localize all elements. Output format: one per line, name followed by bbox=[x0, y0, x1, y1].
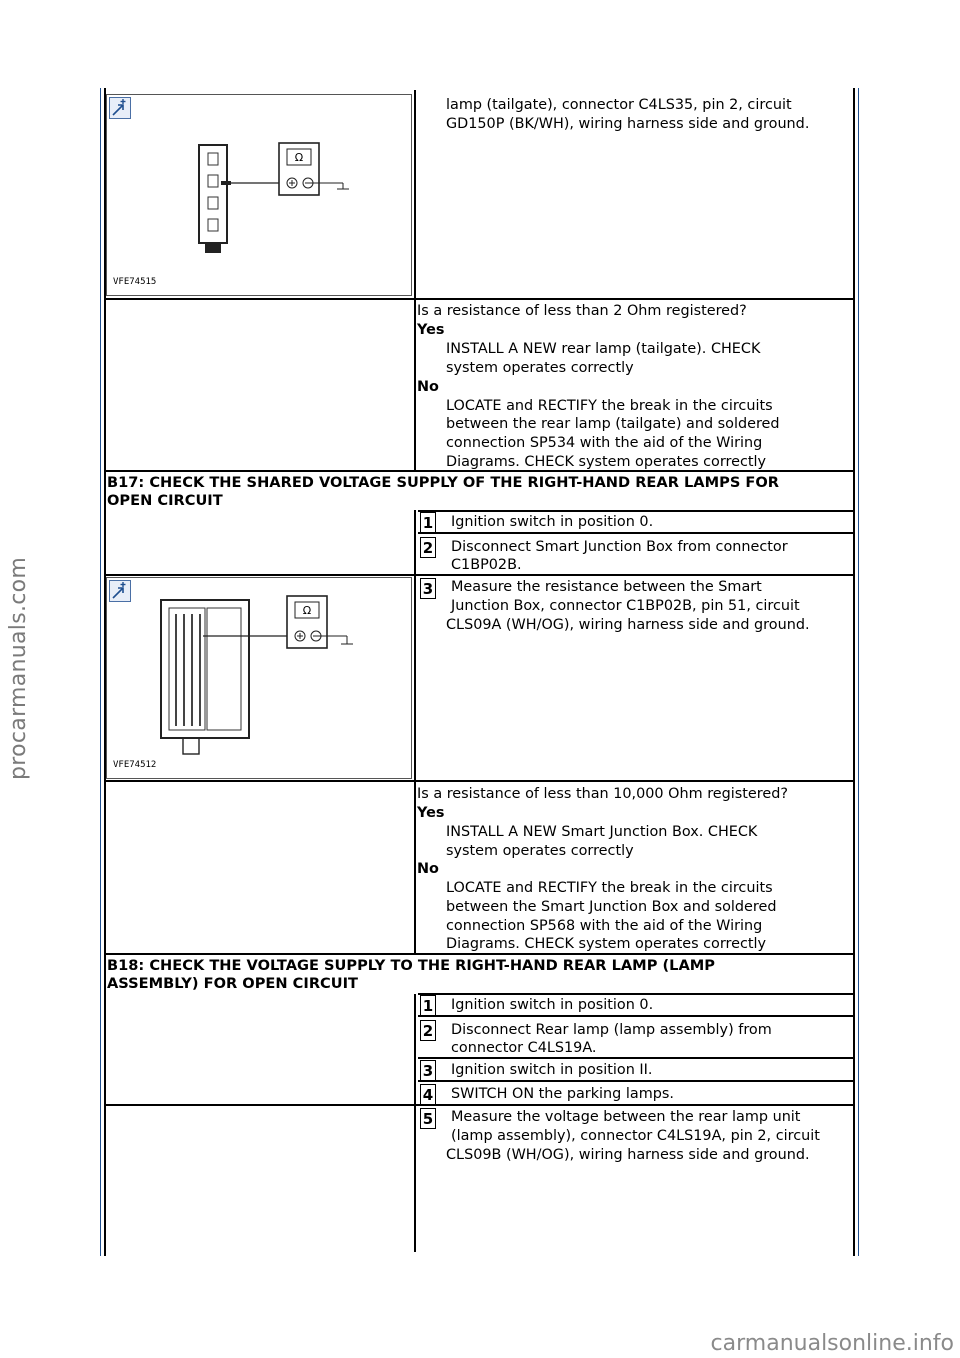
step-text: SWITCH ON the parking lamps. bbox=[451, 1086, 674, 1102]
side-watermark: procarmanuals.com bbox=[6, 556, 31, 780]
answer-line: connection SP568 with the aid of the Wiring bbox=[446, 918, 763, 934]
step-text: Ignition switch in position 0. bbox=[451, 997, 654, 1013]
figure-vfe74515 bbox=[106, 94, 412, 296]
step-number: 3 bbox=[420, 1060, 436, 1081]
figure-vfe74512 bbox=[106, 577, 412, 779]
section-heading-b17-cont: OPEN CIRCUIT bbox=[107, 492, 223, 509]
frame-right-outer bbox=[858, 88, 859, 1256]
answer-line: Diagrams. CHECK system operates correctly bbox=[446, 454, 767, 470]
step-text: Disconnect Rear lamp (lamp assembly) from bbox=[451, 1022, 772, 1038]
figure-code: VFE74512 bbox=[113, 760, 157, 770]
step-text: C1BP02B. bbox=[451, 557, 522, 573]
answer-line: between the rear lamp (tailgate) and soldered bbox=[446, 416, 780, 432]
step-number: 4 bbox=[420, 1084, 436, 1105]
step-text: CLS09A (WH/OG), wiring harness side and ground. bbox=[446, 617, 810, 633]
section-heading-b18: B18: CHECK THE VOLTAGE SUPPLY TO THE RIGHT-HAND REAR LAMP (LAMP bbox=[107, 957, 715, 974]
meter-ohm-symbol: Ω bbox=[302, 604, 312, 617]
step-number: 5 bbox=[420, 1108, 436, 1129]
column-divider bbox=[414, 994, 416, 1252]
section-heading-b17: B17: CHECK THE SHARED VOLTAGE SUPPLY OF THE RIGHT-HAND REAR LAMPS FOR bbox=[107, 474, 780, 491]
step-text: CLS09B (WH/OG), wiring harness side and ground. bbox=[446, 1147, 810, 1163]
step-number: 2 bbox=[420, 537, 436, 558]
answer-line: Diagrams. CHECK system operates correctly bbox=[446, 936, 767, 952]
answer-line: INSTALL A NEW Smart Junction Box. CHECK bbox=[446, 824, 758, 840]
meter-ohm-symbol: Ω bbox=[294, 151, 304, 164]
step-text: Measure the voltage between the rear lamp unit bbox=[451, 1109, 801, 1125]
answer-line: connection SP534 with the aid of the Wiring bbox=[446, 435, 763, 451]
no-label: No bbox=[417, 861, 439, 877]
junction-box-meter-diagram bbox=[107, 578, 413, 780]
answer-line: system operates correctly bbox=[446, 360, 634, 376]
frame-right-inner bbox=[853, 88, 855, 1256]
step-text: Ignition switch in position 0. bbox=[451, 514, 654, 530]
row-separator bbox=[104, 1104, 855, 1106]
step-number: 2 bbox=[420, 1020, 436, 1041]
section-heading-b18-cont: ASSEMBLY) FOR OPEN CIRCUIT bbox=[107, 975, 358, 992]
frame-left-outer bbox=[100, 88, 101, 1256]
question-text: Is a resistance of less than 10,000 Ohm registered? bbox=[417, 786, 788, 802]
step-text: Measure the resistance between the Smart bbox=[451, 579, 762, 595]
no-label: No bbox=[417, 379, 439, 395]
yes-label: Yes bbox=[417, 322, 445, 338]
step-number: 3 bbox=[420, 578, 436, 599]
column-divider bbox=[414, 510, 416, 954]
question-text: Is a resistance of less than 2 Ohm registered? bbox=[417, 303, 747, 319]
step-text: (lamp assembly), connector C4LS19A, pin 2, circuit bbox=[451, 1128, 820, 1144]
connector-meter-diagram bbox=[107, 95, 413, 297]
step-text-line: GD150P (BK/WH), wiring harness side and ground. bbox=[446, 116, 810, 132]
answer-line: LOCATE and RECTIFY the break in the circuits bbox=[446, 398, 773, 414]
step-text: Disconnect Smart Junction Box from connector bbox=[451, 539, 788, 555]
row-separator bbox=[104, 780, 855, 782]
yes-label: Yes bbox=[417, 805, 445, 821]
step-number: 1 bbox=[420, 995, 436, 1016]
answer-line: INSTALL A NEW rear lamp (tailgate). CHECK bbox=[446, 341, 761, 357]
column-divider bbox=[414, 90, 416, 470]
answer-line: LOCATE and RECTIFY the break in the circuits bbox=[446, 880, 773, 896]
bottom-watermark: carmanualsonline.info bbox=[710, 1331, 954, 1356]
step-text: connector C4LS19A. bbox=[451, 1040, 597, 1056]
step-number: 1 bbox=[420, 512, 436, 533]
row-separator bbox=[104, 298, 855, 300]
answer-line: between the Smart Junction Box and soldered bbox=[446, 899, 777, 915]
step-text-line: lamp (tailgate), connector C4LS35, pin 2, circuit bbox=[446, 97, 792, 113]
answer-line: system operates correctly bbox=[446, 843, 634, 859]
step-text: Ignition switch in position II. bbox=[451, 1062, 653, 1078]
figure-code: VFE74515 bbox=[113, 277, 157, 287]
step-text: Junction Box, connector C1BP02B, pin 51, circuit bbox=[451, 598, 800, 614]
